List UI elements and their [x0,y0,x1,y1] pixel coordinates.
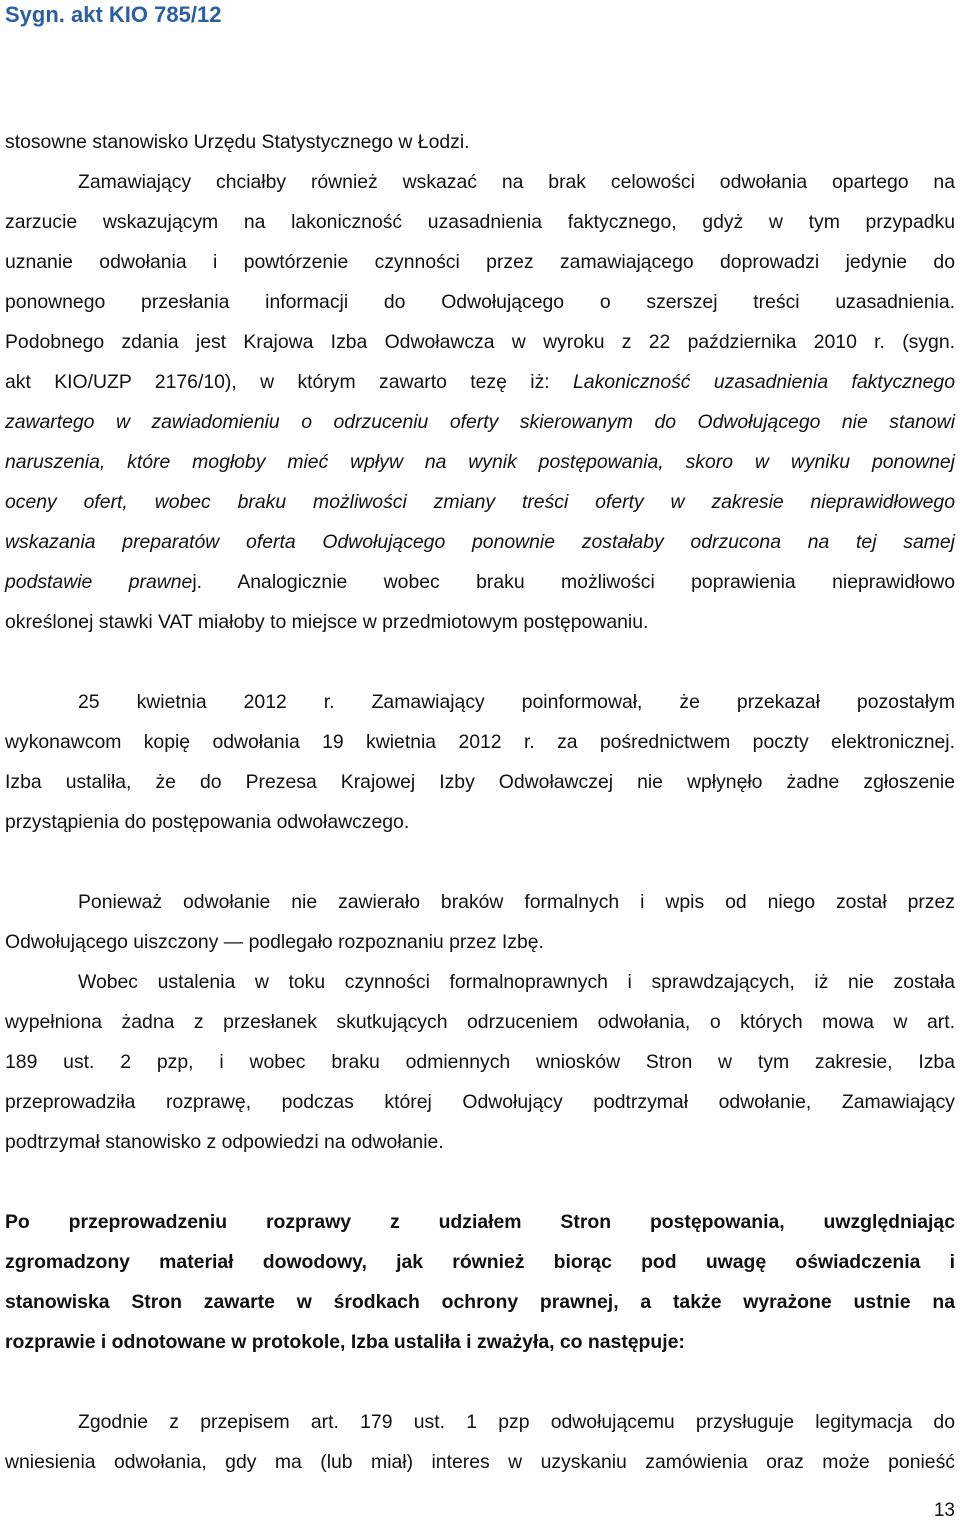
text-line: zarzucie wskazującym na lakoniczność uzasadnienia faktycznego, gdyż w tym przypadku [5,211,955,233]
quote-line: wskazania preparatów oferta Odwołującego ponownie zostałaby odrzucona na tej samej [5,531,955,553]
text-line: Podobnego zdania jest Krajowa Izba Odwoławcza w wyroku z 22 października 2010 r. (sygn. [5,331,955,353]
quote-line: naruszenia, które mogłoby mieć wpływ na wynik postępowania, skoro w wyniku ponownej [5,451,955,473]
text-line: wniesienia odwołania, gdy ma (lub miał) interes w uzyskaniu zamówienia oraz może ponieść [5,1451,955,1473]
text-line: stosowne stanowisko Urzędu Statystycznego w Łodzi. [5,131,470,153]
text-line: 189 ust. 2 pzp, i wobec braku odmiennych wniosków Stron w tym zakresie, Izba [5,1051,955,1073]
text-line: określonej stawki VAT miałoby to miejsce w przedmiotowym postępowaniu. [5,611,649,633]
quote-line: zawartego w zawiadomieniu o odrzuceniu oferty skierowanym do Odwołującego nie stanowi [5,411,955,433]
bold-line: Po przeprowadzeniu rozprawy z udziałem Stron postępowania, uwzględniając [5,1211,955,1233]
text-line: uznanie odwołania i powtórzenie czynności przez zamawiającego doprowadzi jedynie do [5,251,955,273]
text-line: podtrzymał stanowisko z odpowiedzi na odwołanie. [5,1131,444,1153]
line-segment: akt KIO/UZP 2176/10), w którym zawarto tezę iż: [5,371,574,393]
text-line [5,362,955,402]
text-line: wykonawcom kopię odwołania 19 kwietnia 2012 r. za pośrednictwem poczty elektronicznej. [5,731,955,753]
paragraph-gap [5,1362,955,1402]
bold-line: zgromadzony materiał dowodowy, jak również biorąc pod uwagę oświadczenia i [5,1251,955,1273]
text-line: Wobec ustalenia w toku czynności formalnoprawnych i sprawdzających, iż nie została [78,971,955,993]
text-line: Odwołującego uiszczony — podlegało rozpoznaniu przez Izbę. [5,931,544,953]
text-line: wypełniona żadna z przesłanek skutkujących odrzuceniem odwołania, o których mowa w art. [5,1011,955,1033]
text-line: Zamawiający chciałby również wskazać na brak celowości odwołania opartego na [78,171,955,193]
paragraph-gap [5,1162,955,1202]
document-body [5,122,955,1482]
paragraph-gap [5,642,955,682]
bold-line: rozprawie i odnotowane w protokole, Izba ustaliła i zważyła, co następuje: [5,1331,685,1353]
text-line [5,562,955,602]
quote-segment: Lakoniczność uzasadnienia faktycznego [573,371,955,393]
line-segment: j. Analogicznie wobec braku możliwości poprawienia nieprawidłowo [192,571,955,593]
page-number: 13 [933,1500,955,1521]
text-line: przystąpienia do postępowania odwoławczego. [5,811,410,833]
text-line: ponownego przesłania informacji do Odwołującego o szerszej treści uzasadnienia. [5,291,955,313]
text-line: Izba ustaliła, że do Prezesa Krajowej Izby Odwoławczej nie wpłynęło żadne zgłoszenie [5,771,955,793]
text-line: Ponieważ odwołanie nie zawierało braków formalnych i wpis od niego został przez [78,891,955,913]
paragraph-gap [5,842,955,882]
text-line: 25 kwietnia 2012 r. Zamawiający poinformował, że przekazał pozostałym [78,691,955,713]
quote-segment: podstawie prawne [5,571,193,593]
quote-line: oceny ofert, wobec braku możliwości zmiany treści oferty w zakresie nieprawidłowego [5,491,955,513]
text-line: przeprowadziła rozprawę, podczas której Odwołujący podtrzymał odwołanie, Zamawiający [5,1091,955,1113]
text-line: Zgodnie z przepisem art. 179 ust. 1 pzp odwołującemu przysługuje legitymacja do [78,1411,955,1433]
document-reference: Sygn. akt KIO 785/12 [5,2,222,27]
bold-line: stanowiska Stron zawarte w środkach ochrony prawnej, a także wyrażone ustnie na [5,1291,955,1313]
